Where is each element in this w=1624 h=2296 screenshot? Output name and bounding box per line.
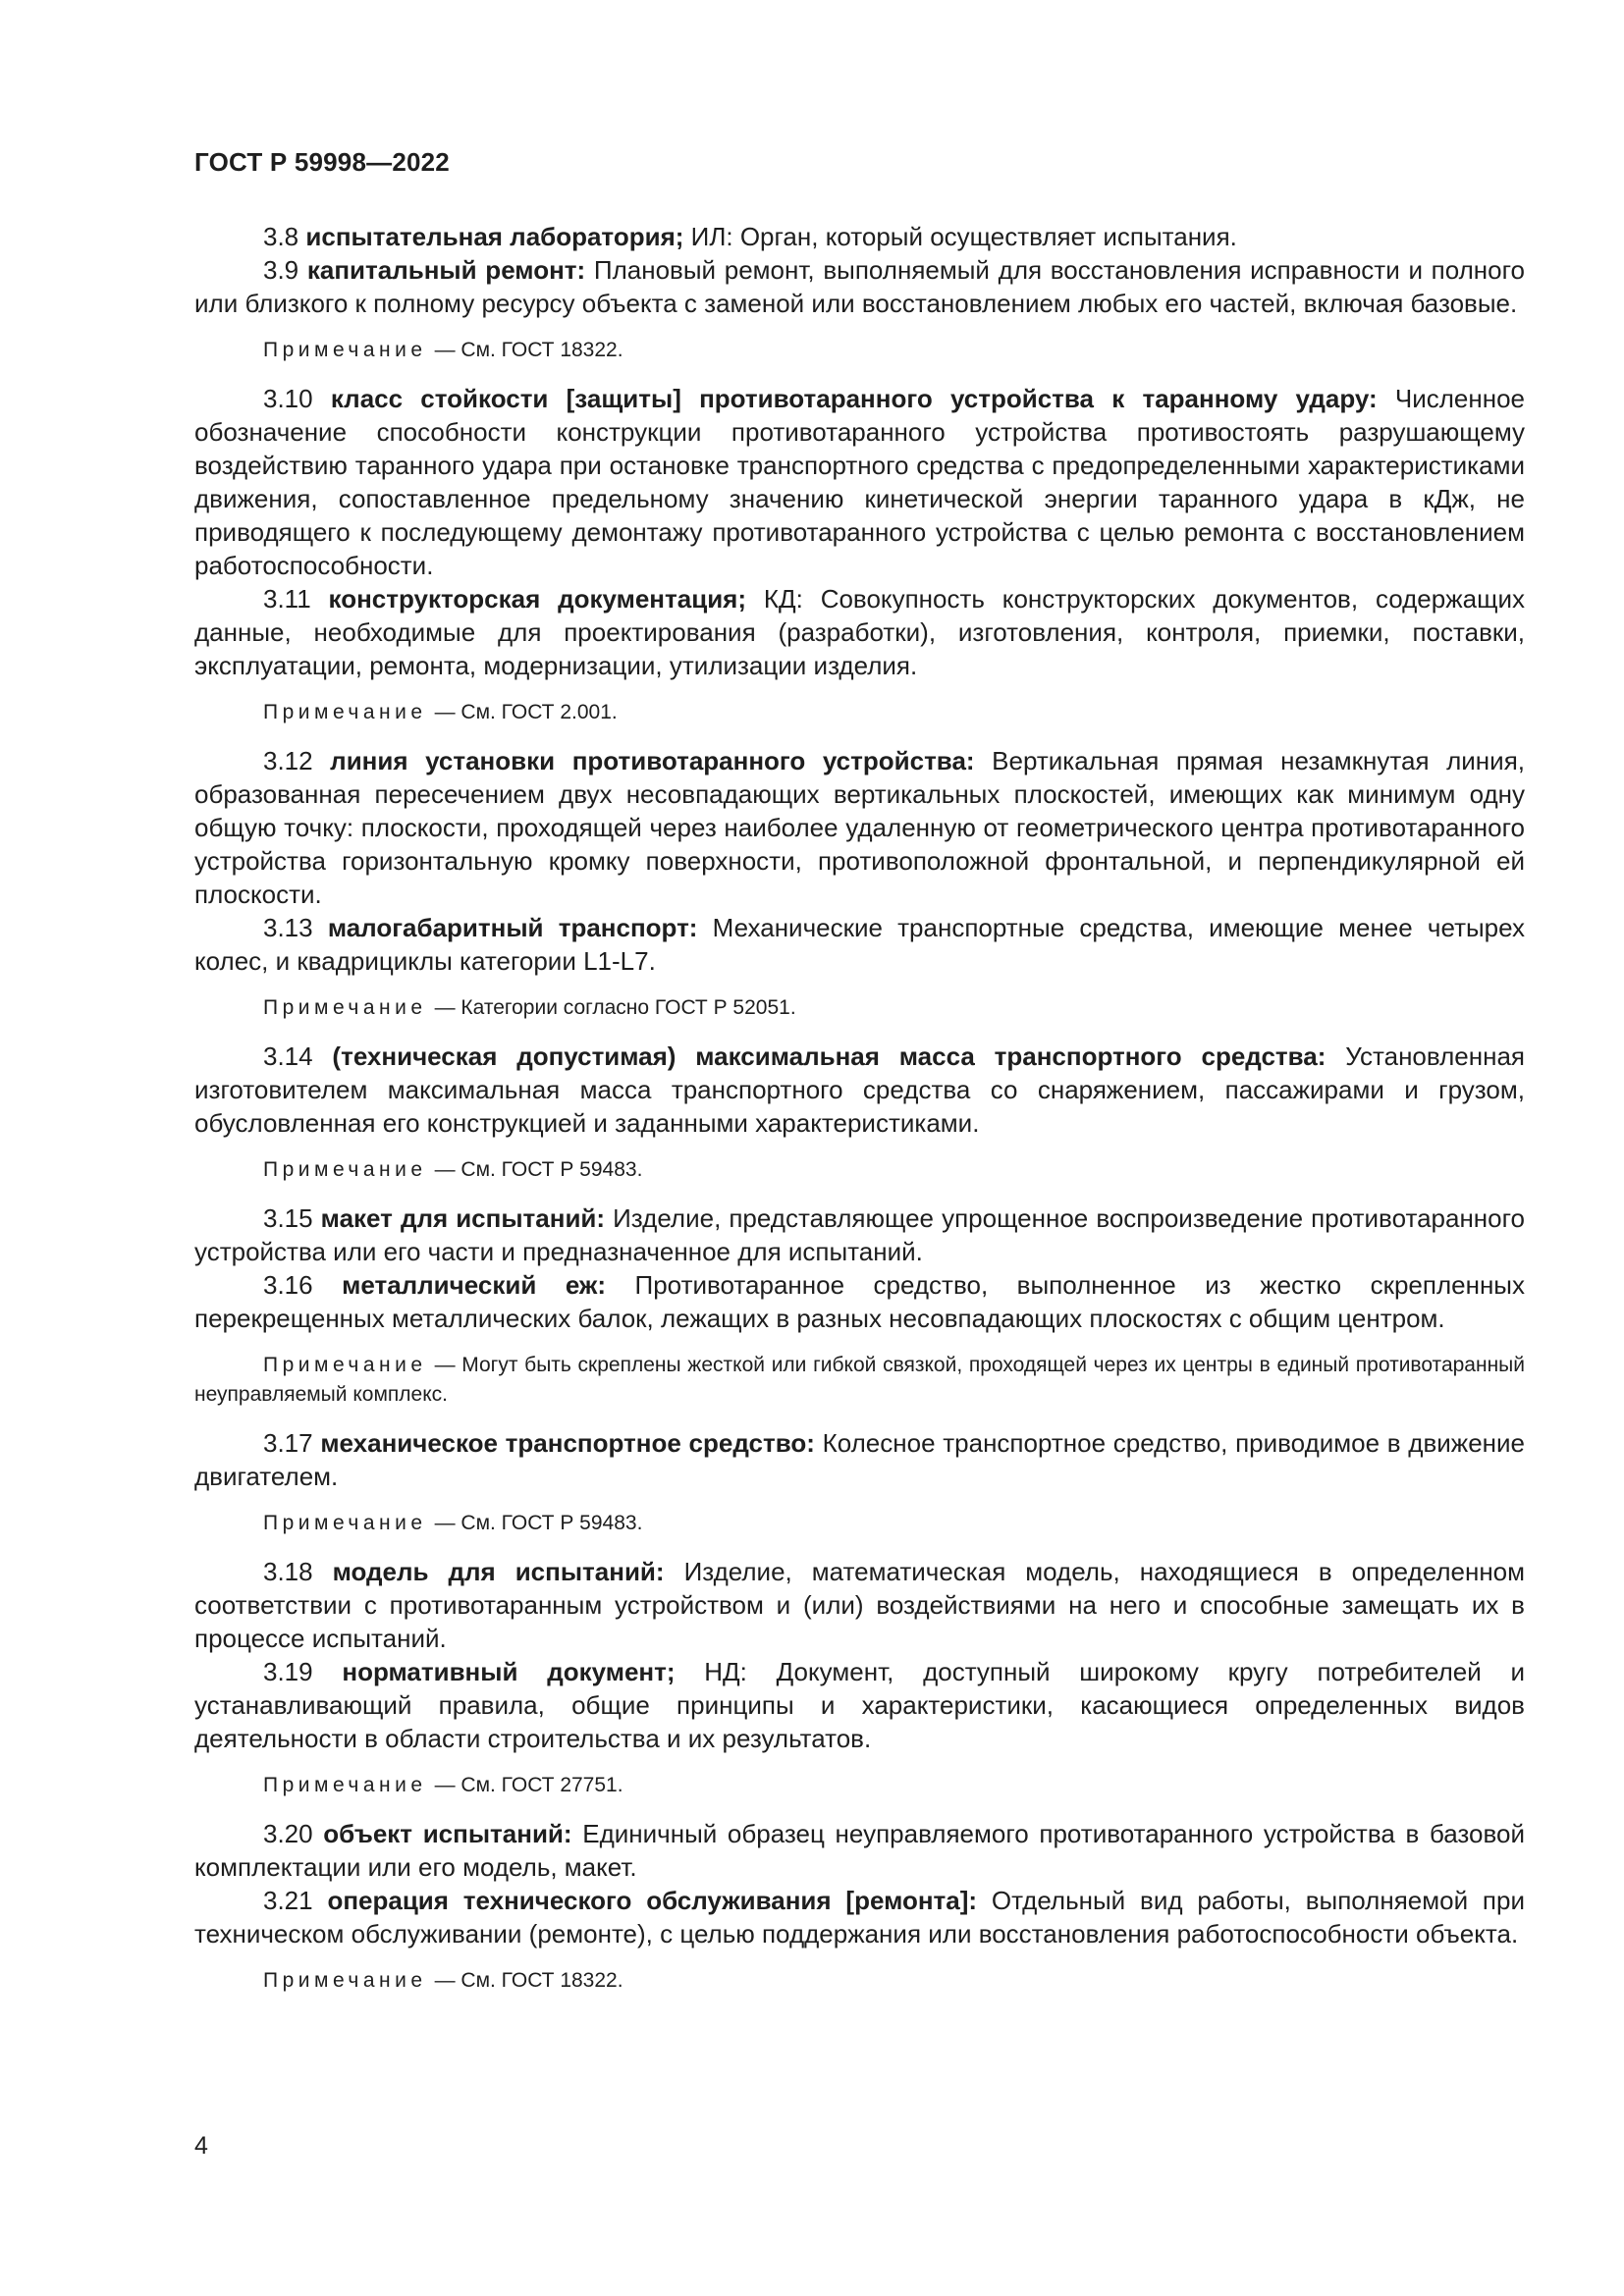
term-number: 3.13 [263,913,328,942]
term-number: 3.12 [263,746,331,775]
note-label: Примечание [263,996,427,1019]
term-entry [194,253,1525,320]
term-number: 3.10 [263,384,331,413]
term-name: модель для испытаний: [332,1557,665,1586]
term-entry [194,382,1525,582]
note-text: — Могут быть скреплены жесткой или гибкой связкой, проходящей через их центры в единый противотаранный неуправляемый комплекс. [194,1354,1525,1406]
term-entry [194,744,1525,911]
terms-definitions-section [194,220,1525,2012]
term-name: операция технического обслуживания [ремонта]: [327,1886,978,1915]
term-number: 3.20 [263,1819,324,1848]
page-number: 4 [194,2132,208,2160]
term-definition: Изделие, математическая модель, находящиеся в определенном соответствии с противотаранным устройством и (или) воздействиями на него и способные замещать их в процессе испытаний. [194,1557,1526,1653]
term-name: линия установки противотаранного устройства: [330,746,975,775]
term-definition: Численное обозначение способности конструкции противотаранного устройства противостоять разрушающему воздействию таранного удара при остановке транспортного средства с предопределенными характеристиками движения, сопоставленное предельному значению кинетической энергии таранного удара в кДж, не приводящего к последующему демонтажу противотаранного устройства с целью ремонта с восстановлением работоспособности. [194,384,1525,580]
note [194,1771,1525,1800]
note-text: — Категории согласно ГОСТ Р 52051. [434,996,796,1019]
term-definition: Отдельный вид работы, выполняемой при техническом обслуживании (ремонте), с целью поддержания или восстановления работоспособности объекта. [194,1886,1525,1949]
note-text: — См. ГОСТ 18322. [434,339,623,361]
note [194,1966,1525,1996]
term-entry [194,1040,1525,1140]
term-entry [194,1268,1525,1335]
term-entry [194,582,1525,682]
note-label: Примечание [263,1512,427,1534]
term-number: 3.19 [263,1657,343,1686]
note-label: Примечание [263,701,427,723]
term-entry [194,220,1525,253]
note-label: Примечание [263,339,427,361]
note-label: Примечание [263,1774,427,1796]
term-name: нормативный документ; [342,1657,676,1686]
note [194,993,1525,1023]
term-number: 3.14 [263,1041,333,1071]
term-definition: Единичный образец неуправляемого противотаранного устройства в базовой комплектации или его модель, макет. [194,1819,1525,1882]
term-name: испытательная лаборатория; [305,222,684,251]
term-entry [194,1817,1525,1884]
note-label: Примечание [263,1354,427,1376]
term-definition: Противотаранное средство, выполненное из жестко скрепленных перекрещенных металлических балок, лежащих в разных несовпадающих плоскостях с общим центром. [194,1270,1525,1333]
term-entry [194,1426,1525,1493]
term-number: 3.11 [263,584,329,614]
term-name: капитальный ремонт: [306,255,586,285]
note-text: — См. ГОСТ 18322. [434,1969,623,1992]
note-label: Примечание [263,1158,427,1181]
document-code-header: ГОСТ Р 59998—2022 [194,147,450,177]
note [194,1155,1525,1185]
term-definition: НД: Документ, доступный широкому кругу потребителей и устанавливающий правила, общие принципы и характеристики, касающиеся определенных видов деятельности в области строительства и их результатов. [194,1657,1526,1753]
term-entry [194,911,1525,978]
note [194,1351,1525,1410]
note-text: — См. ГОСТ Р 59483. [434,1512,643,1534]
term-number: 3.8 [263,222,306,251]
term-number: 3.17 [263,1428,321,1458]
term-entry [194,1555,1525,1655]
term-name: конструкторская документация; [328,584,747,614]
term-entry [194,1201,1525,1268]
note-text: — См. ГОСТ 2.001. [434,701,618,723]
term-name: объект испытаний: [323,1819,572,1848]
term-number: 3.18 [263,1557,333,1586]
term-entry [194,1655,1525,1755]
term-definition: Плановый ремонт, выполняемый для восстановления исправности и полного или близкого к полному ресурсу объекта с заменой или восстановлением любых его частей, включая базовые. [194,255,1526,318]
note [194,1509,1525,1538]
term-definition: КД: Совокупность конструкторских документов, содержащих данные, необходимые для проектирования (разработки), изготовления, контроля, приемки, поставки, эксплуатации, ремонта, модернизации, утилизации изделия. [194,584,1525,680]
term-definition: Вертикальная прямая незамкнутая линия, образованная пересечением двух несовпадающих вертикальных плоскостей, имеющих как минимум одну общую точку: плоскости, проходящей через наиболее удаленную от геометрического центра противотаранного устройства горизонтальную кромку поверхности, противоположной фронтальной, и перпендикулярной ей плоскости. [194,746,1525,909]
term-name: малогабаритный транспорт: [327,913,698,942]
term-entry [194,1884,1525,1950]
term-number: 3.16 [263,1270,343,1300]
note [194,336,1525,365]
term-name: (техническая допустимая) максимальная масса транспортного средства: [332,1041,1326,1071]
term-definition: Изделие, представляющее упрощенное воспроизведение противотаранного устройства или его части и предназначенное для испытаний. [194,1203,1525,1266]
term-definition: Механические транспортные средства, имеющие менее четырех колес, и квадрициклы категории L1-L7. [194,913,1526,976]
term-number: 3.9 [263,255,307,285]
term-number: 3.15 [263,1203,321,1233]
term-definition: ИЛ: Орган, который осуществляет испытания. [683,222,1237,251]
note-text: — См. ГОСТ 27751. [434,1774,623,1796]
term-name: механическое транспортное средство: [320,1428,815,1458]
note [194,698,1525,727]
term-name: класс стойкости [защиты] противотаранного устройства к таранному удару: [330,384,1378,413]
note-text: — См. ГОСТ Р 59483. [434,1158,643,1181]
term-name: макет для испытаний: [320,1203,606,1233]
term-number: 3.21 [263,1886,328,1915]
term-definition: Колесное транспортное средство, приводимое в движение двигателем. [194,1428,1525,1491]
note-label: Примечание [263,1969,427,1992]
term-name: металлический еж: [342,1270,607,1300]
term-definition: Установленная изготовителем максимальная масса транспортного средства со снаряжением, пассажирами и грузом, обусловленная его конструкцией и заданными характеристиками. [194,1041,1525,1138]
